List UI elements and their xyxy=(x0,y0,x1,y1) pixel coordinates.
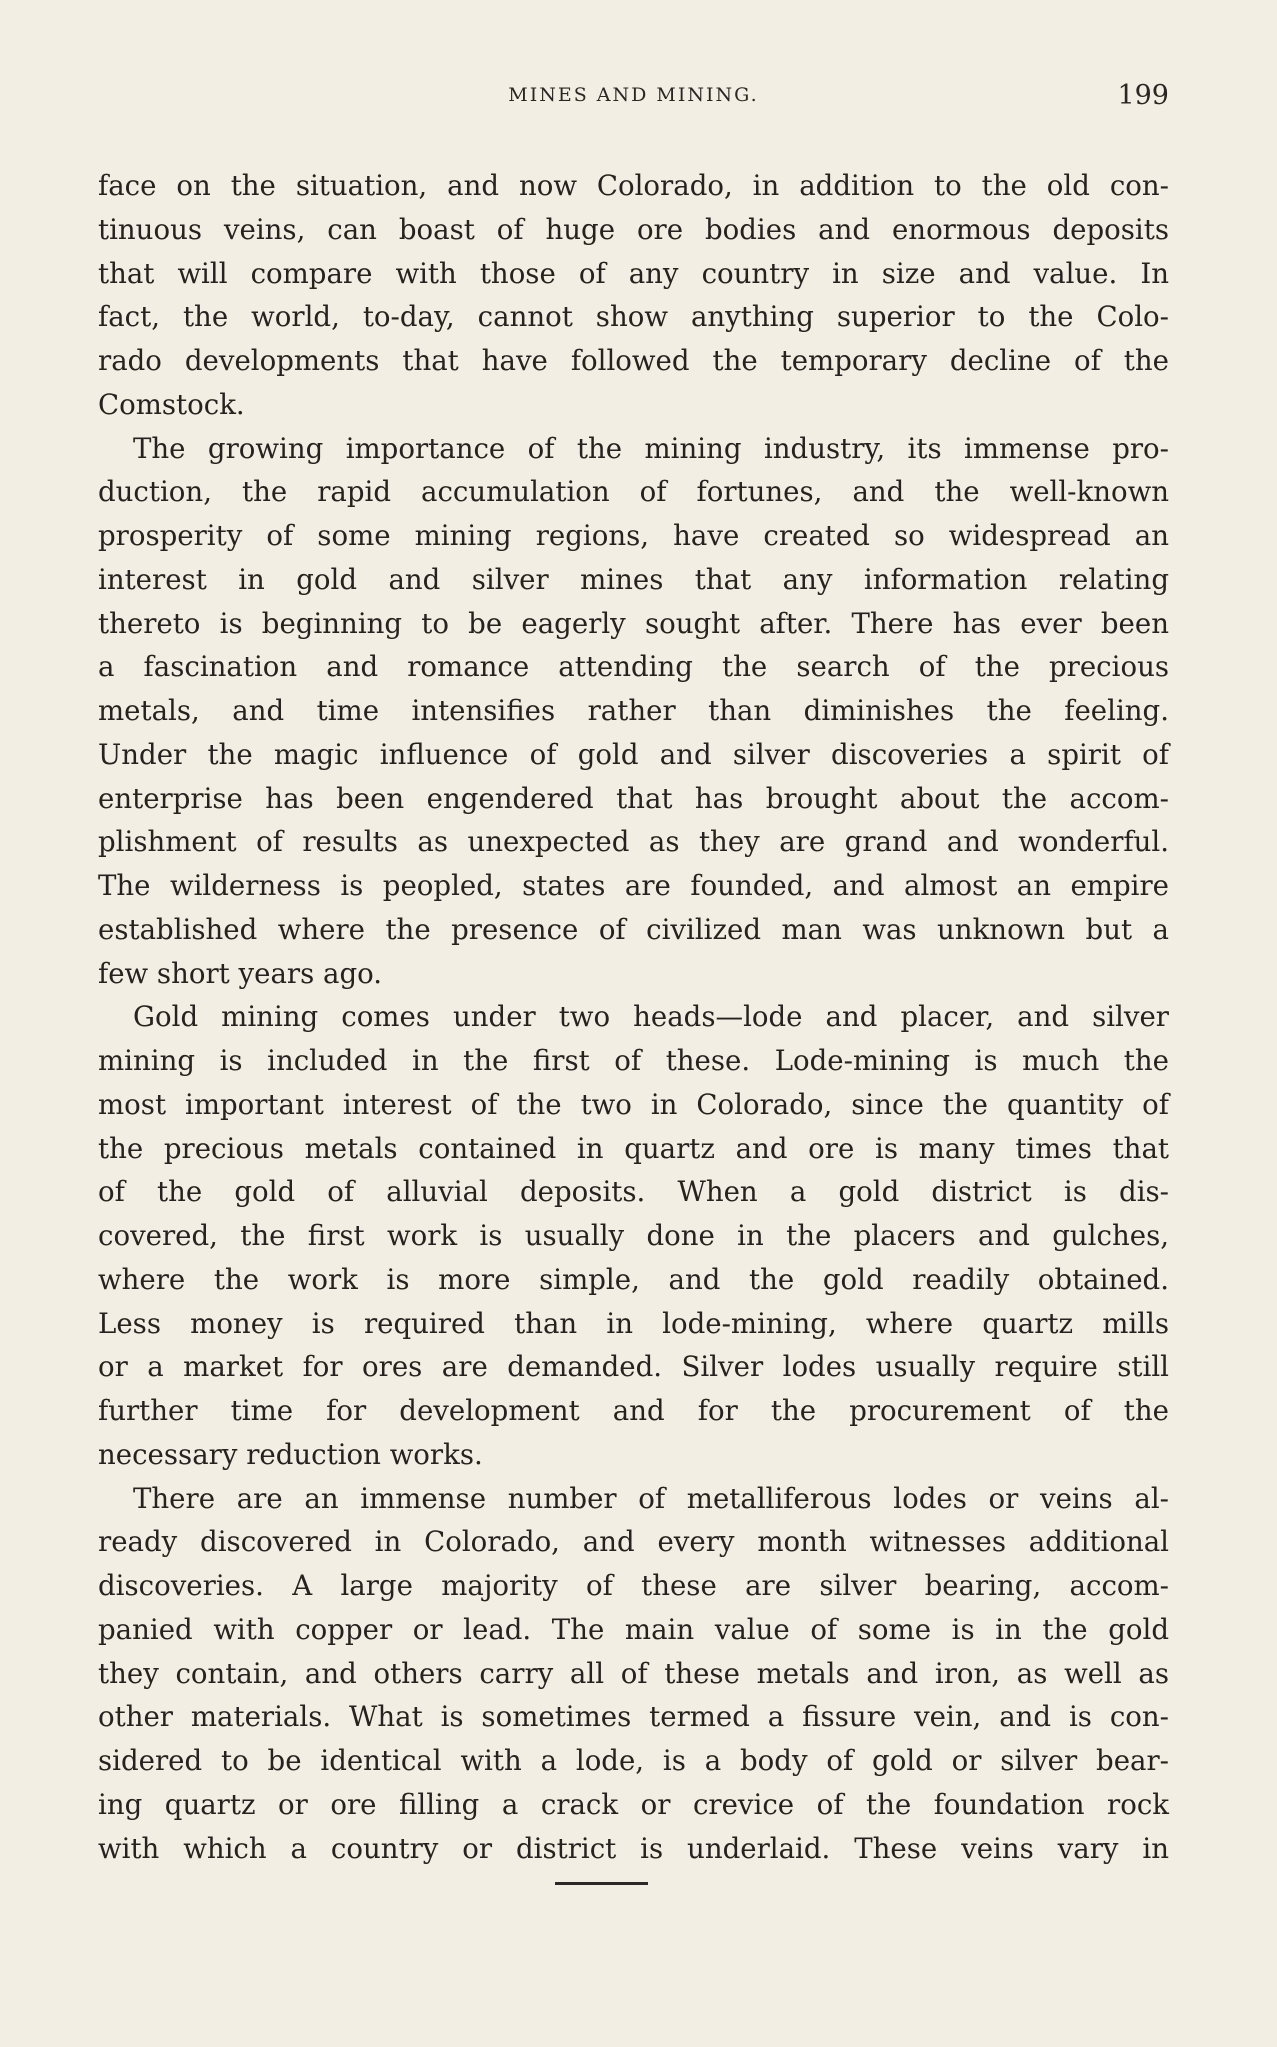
page-number: 199 xyxy=(1117,80,1169,111)
text-line: a fascination and romance attending the search of the precious xyxy=(98,650,1169,684)
text-line: enterprise has been engendered that has brought about the accom- xyxy=(98,781,1169,815)
text-line: metals, and time intensifies rather than diminishes the feeling. xyxy=(98,694,1169,727)
text-line: tinuous veins, can boast of huge ore bodies and enormous deposits xyxy=(98,212,1169,246)
text-line: Less money is required than in lode-mining, where quartz mills xyxy=(98,1306,1169,1340)
text-line: or a market for ores are demanded. Silver lodes usually require still xyxy=(98,1350,1169,1384)
text-line: The growing importance of the mining industry, its immense pro- xyxy=(133,431,1169,465)
text-line: few short years ago. xyxy=(98,956,383,990)
text-line: face on the situation, and now Colorado, in addition to the old con- xyxy=(98,169,1169,202)
text-line: established where the presence of civilized man was unknown but a xyxy=(98,912,1169,946)
paragraph xyxy=(98,164,1169,427)
text-line: discoveries. A large majority of these are silver bearing, accom- xyxy=(98,1569,1169,1602)
text-line: where the work is more simple, and the gold readily obtained. xyxy=(98,1262,1169,1296)
text-line: other materials. What is sometimes termed a fissure vein, and is con- xyxy=(98,1700,1169,1734)
text-line: duction, the rapid accumulation of fortunes, and the well-known xyxy=(98,475,1169,509)
text-line: ready discovered in Colorado, and every month witnesses additional xyxy=(98,1525,1169,1559)
text-line: interest in gold and silver mines that any information relating xyxy=(98,562,1169,596)
text-line: most important interest of the two in Colorado, since the quantity of xyxy=(98,1087,1169,1121)
body-text xyxy=(98,164,1169,1870)
running-head xyxy=(98,80,1169,120)
paragraph xyxy=(98,1477,1169,1871)
text-line: Under the magic influence of gold and silver discoveries a spirit of xyxy=(98,737,1169,771)
signature-rule xyxy=(555,1882,648,1885)
paragraph xyxy=(98,995,1169,1476)
text-line: sidered to be identical with a lode, is a body of gold or silver bear- xyxy=(98,1744,1169,1777)
text-line: Comstock. xyxy=(98,387,245,421)
text-line: they contain, and others carry all of these metals and iron, as well as xyxy=(98,1656,1169,1690)
text-line: thereto is beginning to be eagerly sought after. There has ever been xyxy=(98,606,1169,640)
text-line: prosperity of some mining regions, have created so widespread an xyxy=(98,519,1169,552)
text-line: The wilderness is peopled, states are founded, and almost an empire xyxy=(98,869,1169,902)
text-line: ing quartz or ore filling a crack or crevice of the foundation rock xyxy=(98,1787,1169,1821)
running-title: MINES AND MINING. xyxy=(508,84,759,106)
text-line: with which a country or district is underlaid. These veins vary in xyxy=(98,1831,1169,1865)
text-line: plishment of results as unexpected as they are grand and wonderful. xyxy=(98,825,1169,859)
text-line: necessary reduction works. xyxy=(98,1437,483,1471)
text-line: the precious metals contained in quartz and ore is many times that xyxy=(98,1131,1169,1165)
text-line: mining is included in the first of these. Lode-mining is much the xyxy=(98,1044,1169,1077)
paragraph xyxy=(98,427,1169,996)
text-line: Gold mining comes under two heads—lode and placer, and silver xyxy=(133,1000,1169,1034)
text-line: further time for development and for the procurement of the xyxy=(98,1394,1169,1427)
text-line: fact, the world, to-day, cannot show anything superior to the Colo- xyxy=(98,300,1169,334)
text-line: panied with copper or lead. The main value of some is in the gold xyxy=(98,1612,1169,1646)
text-line: There are an immense number of metalliferous lodes or veins al- xyxy=(133,1481,1169,1515)
text-line: that will compare with those of any country in size and value. In xyxy=(98,256,1169,290)
text-line: rado developments that have followed the temporary decline of the xyxy=(98,344,1169,377)
text-line: covered, the first work is usually done in the placers and gulches, xyxy=(98,1219,1169,1252)
text-line: of the gold of alluvial deposits. When a gold district is dis- xyxy=(98,1175,1169,1209)
